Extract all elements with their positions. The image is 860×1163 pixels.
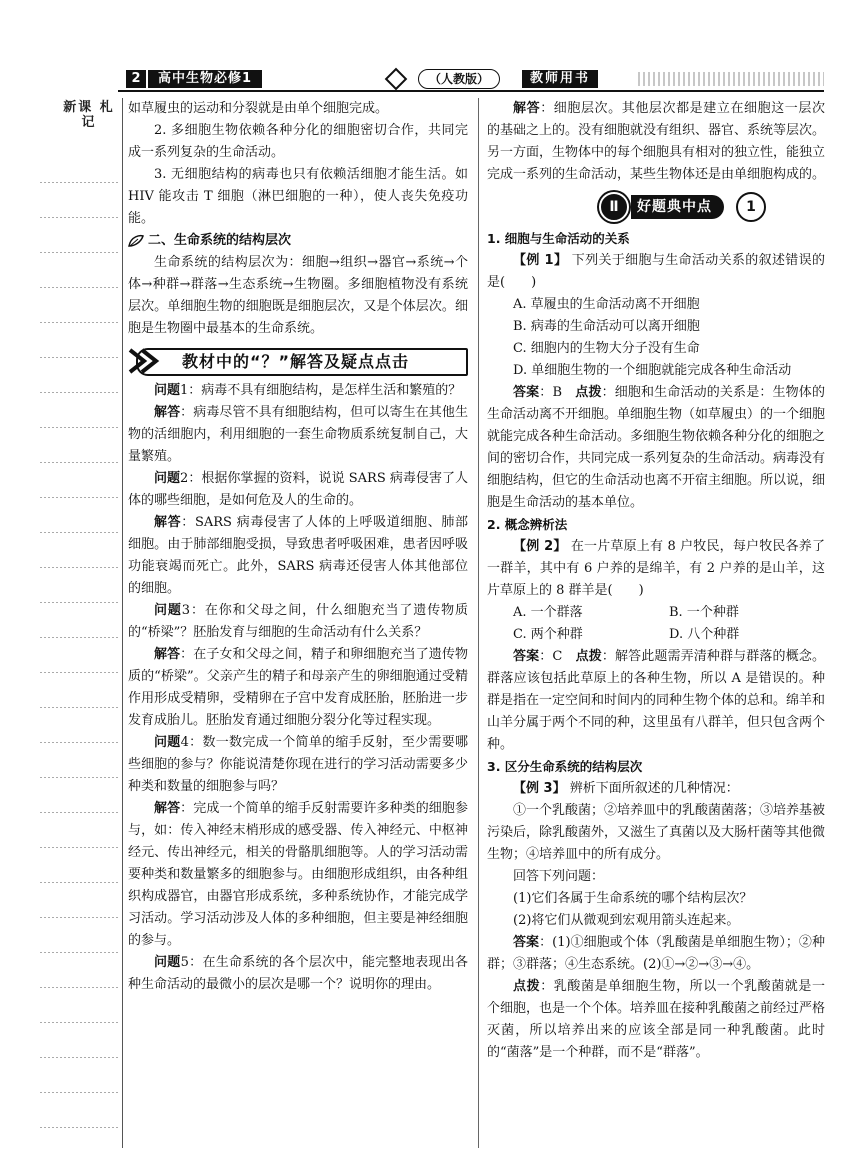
section-badge <box>487 188 825 228</box>
paragraph: 如草履虫的运动和分裂就是由单个细胞完成。 <box>128 101 389 116</box>
example-question: 【例 2】 在一片草原上有 8 户牧民，每户牧民各养了一群羊，其中有 6 户养的是绵羊，有 2 户养的是山羊，这片草原上的 8 群羊是( ) <box>487 539 825 598</box>
answer-explanation: 答案：B 点拨：细胞和生命活动的关系是：生物体的生命活动离不开细胞。单细胞生物（如草履虫）的一个细胞就能完成各种生命活动。多细胞生物依赖各种分化的细胞之间的密切合作，共同完成一系列复杂的生命活动。病毒没有细胞结构，但它的生命活动也离不开宿主细胞。所以说，细胞是生命活动的基本单位。 <box>487 385 826 510</box>
section-heading <box>128 230 468 252</box>
header-rule <box>118 90 824 92</box>
paragraph: 生命系统的结构层次为：细胞→组织→器官→系统→个体→种群→群落→生态系统→生物圈。多细胞植物没有系统层次。单细胞生物的细胞既是细胞层次，又是个体层次。细胞是生物圈中最基本的生命系统。 <box>128 255 468 336</box>
edition-label: （人教版） <box>418 69 500 89</box>
sub-question: (2)将它们从微观到宏观用箭头连起来。 <box>513 913 740 928</box>
page-header <box>118 68 824 90</box>
option: A. 草履虫的生命活动离不开细胞 <box>513 297 700 312</box>
column-divider <box>478 98 479 1148</box>
answer: 解答：完成一个简单的缩手反射需要许多种类的细胞参与，如：传入神经末梢形成的感受器、传入神经元、中枢神经元、传出神经元，相关的骨骼肌细胞等。人的学习活动需要种类和数量繁多的细胞参与。由细胞形成组织，由各种组织构成器官，由器官形成系统，多种系统协作，才能完成学习活动。学习活动涉及人体的多种细胞，但主要是神经细胞的参与。 <box>128 801 468 948</box>
option-row: A. 一个群落 B. 一个种群 <box>513 605 739 620</box>
topic-heading: 2. 概念辨析法 <box>487 517 568 532</box>
page-number: 2 <box>126 70 146 88</box>
roman-numeral-badge: Ⅱ <box>599 192 629 222</box>
paragraph: 2. 多细胞生物依赖各种分化的细胞密切合作，共同完成一系列复杂的生命活动。 <box>128 123 468 160</box>
question: 问题4：数一数完成一个简单的缩手反射，至少需要哪些细胞的参与？你能说清楚你现在进行的学习活动需要多少种类和数量的细胞参与吗？ <box>128 735 468 794</box>
notes-logo: 新课 札记 <box>63 100 115 130</box>
sub-question: (1)它们各属于生命系统的哪个结构层次？ <box>513 891 753 906</box>
example-body: ①一个乳酸菌；②培养皿中的乳酸菌菌落；③培养基被污染后，除乳酸菌外，又滋生了真菌以及大肠杆菌等其他微生物；④培养皿中的所有成分。 <box>487 803 826 862</box>
left-column-rule <box>122 98 123 1148</box>
badge-number: 1 <box>736 192 766 222</box>
answer-explanation: 答案：C 点拨：解答此题需弄清种群与群落的概念。群落应该包括此草原上的各种生物，所以 A 是错误的。种群是指在一定空间和时间内的同种生物个体的总和。绵羊和山羊分属于两个不同的种，这里虽有八群羊，但只包含两个种。 <box>487 649 826 752</box>
left-column <box>128 98 468 996</box>
answer: 解答：SARS 病毒侵害了人体的上呼吸道细胞、肺部细胞。由于肺部细胞受损，导致患者呼吸困难，患者因呼吸功能衰竭而死亡。此外，SARS 病毒还侵害人体其他部位的细胞。 <box>128 515 468 596</box>
option-row: C. 两个种群 D. 八个种群 <box>513 627 740 642</box>
option: C. 细胞内的生物大分子没有生命 <box>513 341 700 356</box>
paragraph: 3. 无细胞结构的病毒也只有依赖活细胞才能生活。如 HIV 能攻击 T 细胞（淋巴细胞的一种），使人丧失免疫功能。 <box>128 167 468 226</box>
question: 问题5：在生命系统的各个层次中，能完整地表现出各种生命活动的最微小的层次是哪一个？说明你的理由。 <box>128 955 468 992</box>
answer: 解答：病毒尽管不具有细胞结构，但可以寄生在其他生物的活细胞内，利用细胞的一套生命物质系统复制自己，大量繁殖。 <box>128 405 468 464</box>
example-question: 【例 3】 辨析下面所叙述的几种情况： <box>513 781 739 796</box>
question: 问题3：在你和父母之间，什么细胞充当了遗传物质的“桥梁”？胚胎发育与细胞的生命活动有什么关系？ <box>128 603 468 640</box>
banner-title: 教材中的“？”解答及疑点点击 <box>136 348 468 376</box>
answer: 解答：在子女和父母之间，精子和卵细胞充当了遗传物质的“桥梁”。父亲产生的精子和母亲产生的卵细胞通过受精作用形成受精卵，受精卵在子宫中发育成胚胎，胚胎进一步发育成胎儿。胚胎发育通过细胞分裂分化等过程实现。 <box>128 647 468 728</box>
book-title: 高中生物必修1 <box>148 70 262 88</box>
section-banner <box>128 348 468 374</box>
diamond-ornament-icon <box>385 68 408 91</box>
right-column <box>487 98 825 1064</box>
leaf-icon <box>128 234 144 248</box>
option: D. 单细胞生物的一个细胞就能完成各种生命活动 <box>513 363 792 378</box>
explanation: 点拨：乳酸菌是单细胞生物，所以一个乳酸菌就是一个细胞，也是一个个体。培养皿在接种乳酸菌之前经过严格灭菌，所以培养出来的应该全部是同一种乳酸菌。此时的“菌落”是一个种群，而不是“群落”。 <box>487 979 826 1060</box>
question: 问题1：病毒不具有细胞结构，是怎样生活和繁殖的？ <box>154 383 462 398</box>
option: B. 病毒的生命活动可以离开细胞 <box>513 319 700 334</box>
topic-heading: 1. 细胞与生命活动的关系 <box>487 231 630 246</box>
answer: 解答：细胞层次。其他层次都是建立在细胞这一层次的基础之上的。没有细胞就没有组织、器官、系统等层次。另一方面，生物体中的每个细胞具有相对的独立性，能独立完成一系列的生命活动，某些生物体还是由单细胞构成的。 <box>487 101 826 182</box>
header-decoration <box>638 72 824 86</box>
badge-label: 好题典中点 <box>631 195 724 219</box>
section-title: 二、生命系统的结构层次 <box>148 233 292 248</box>
teacher-book-label: 教师用书 <box>522 70 598 88</box>
answer: 答案：(1)①细胞或个体（乳酸菌是单细胞生物）；②种群；③群落；④生态系统。(2)①→②→③→④。 <box>487 935 825 972</box>
topic-heading: 3. 区分生命系统的结构层次 <box>487 759 643 774</box>
example-question: 【例 1】 下列关于细胞与生命活动关系的叙述错误的是( ) <box>487 253 825 290</box>
sub-question: 回答下列问题： <box>513 869 605 884</box>
question: 问题2：根据你掌握的资料，说说 SARS 病毒侵害了人体的哪些细胞，是如何危及人的生命的。 <box>128 471 468 508</box>
notes-lines <box>38 148 120 1148</box>
